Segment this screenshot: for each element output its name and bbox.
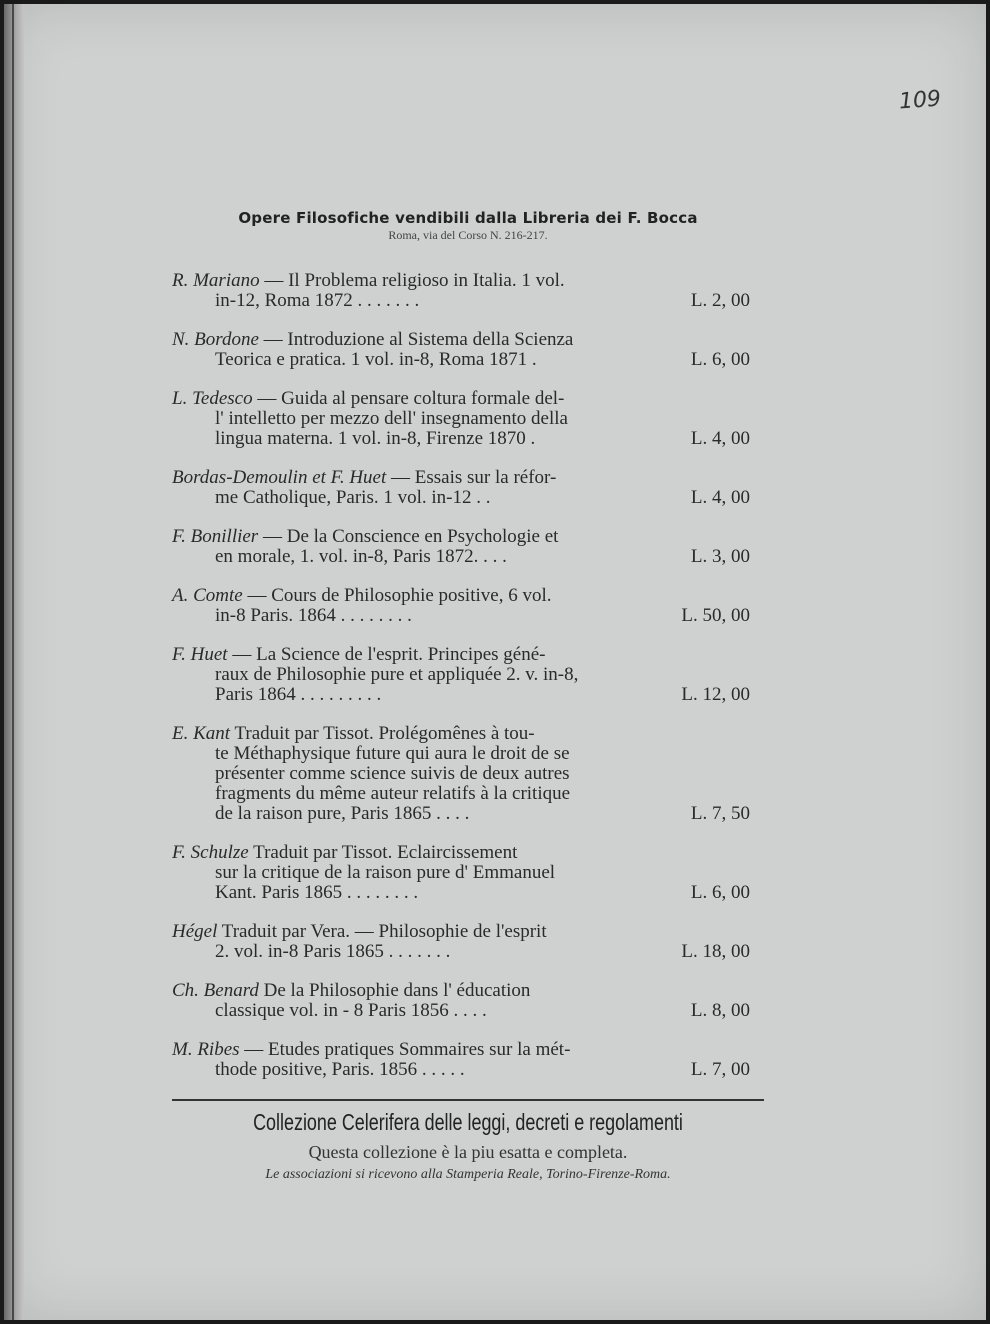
book-entry bbox=[172, 843, 764, 903]
entry-text: in-12, Roma 1872 . . . . . . . bbox=[215, 290, 420, 311]
catalog-title: Opere Filosofiche vendibili dalla Libreria dei F. Bocca bbox=[238, 209, 698, 227]
entry-text: l' intelletto per mezzo dell' insegnamento della bbox=[215, 408, 568, 429]
entry-text: — Cours de Philosophie positive, 6 vol. bbox=[247, 585, 552, 606]
catalog-address: Roma, via del Corso N. 216-217. bbox=[388, 228, 548, 242]
entry-line bbox=[172, 863, 764, 883]
entry-author: Ch. Benard bbox=[172, 980, 259, 1001]
entry-price: L. 6, 00 bbox=[690, 882, 750, 903]
entry-line bbox=[172, 981, 764, 1001]
entry-line bbox=[172, 784, 764, 804]
entry-text: de la raison pure, Paris 1865 . . . . bbox=[215, 803, 470, 824]
entry-text: — La Science de l'esprit. Principes géné- bbox=[232, 644, 546, 665]
entry-text: présenter comme science suivis de deux autres bbox=[215, 763, 570, 784]
collection-title: Collezione Celerifera delle leggi, decreti e regolamenti bbox=[253, 1109, 683, 1135]
entry-text: Traduit par Tissot. Eclaircissement bbox=[253, 842, 518, 863]
book-entry bbox=[172, 1040, 764, 1080]
book-entry bbox=[172, 586, 764, 626]
entry-text: thode positive, Paris. 1856 . . . . . bbox=[215, 1059, 465, 1080]
entry-text: te Méthaphysique future qui aura le droit de se bbox=[215, 743, 570, 764]
entry-price: L. 7, 50 bbox=[690, 803, 750, 824]
entry-text: Traduit par Vera. — Philosophie de l'esprit bbox=[221, 921, 547, 942]
entry-line bbox=[172, 883, 764, 903]
book-entry bbox=[172, 271, 764, 311]
entry-line bbox=[172, 468, 764, 488]
catalog-content bbox=[172, 209, 764, 1183]
entry-line bbox=[172, 586, 764, 606]
book-entry bbox=[172, 330, 764, 370]
entry-price: L. 3, 00 bbox=[690, 546, 750, 567]
entry-price: L. 4, 00 bbox=[690, 487, 750, 508]
entry-line bbox=[172, 843, 764, 863]
entry-price: L. 4, 00 bbox=[690, 428, 750, 449]
entry-price: L. 50, 00 bbox=[681, 605, 750, 626]
entry-text: Traduit par Tissot. Prolégomênes à tou- bbox=[234, 723, 535, 744]
book-entry bbox=[172, 389, 764, 449]
entry-author: F. Bonillier bbox=[172, 526, 259, 547]
collection-note: Le associazioni si ricevono alla Stamperia Reale, Torino-Firenze-Roma. bbox=[265, 1167, 671, 1182]
entry-line bbox=[172, 606, 764, 626]
entry-price: L. 8, 00 bbox=[690, 1000, 750, 1021]
entry-text: Kant. Paris 1865 . . . . . . . . bbox=[215, 882, 419, 903]
entry-line bbox=[172, 1001, 764, 1021]
entry-price: L. 2, 00 bbox=[690, 290, 750, 311]
entry-text: — Il Problema religioso in Italia. 1 vol. bbox=[264, 270, 565, 291]
entry-author: F. Huet bbox=[172, 644, 228, 665]
entry-text: Paris 1864 . . . . . . . . . bbox=[215, 684, 382, 705]
entry-author: Bordas-Demoulin et F. Huet bbox=[172, 467, 387, 488]
entry-text: — Essais sur la réfor- bbox=[391, 467, 557, 488]
entry-text: — Guida al pensare coltura formale del- bbox=[257, 388, 565, 409]
entry-line bbox=[172, 724, 764, 744]
entry-text: — Introduzione al Sistema della Scienza bbox=[263, 329, 574, 350]
entry-line bbox=[172, 922, 764, 942]
entry-line bbox=[172, 1060, 764, 1080]
entry-price: L. 7, 00 bbox=[690, 1059, 750, 1080]
entry-line bbox=[172, 527, 764, 547]
entry-line bbox=[172, 271, 764, 291]
entry-line bbox=[172, 645, 764, 665]
spine-edge bbox=[12, 4, 14, 1320]
entry-line bbox=[172, 1040, 764, 1060]
entry-line bbox=[172, 942, 764, 962]
entry-text: Teorica e pratica. 1 vol. in-8, Roma 1871 . bbox=[215, 349, 537, 370]
entry-author: F. Schulze bbox=[172, 842, 249, 863]
entry-author: Hégel bbox=[172, 921, 218, 942]
entry-author: N. Bordone bbox=[172, 329, 259, 350]
entry-line bbox=[172, 350, 764, 370]
book-entry bbox=[172, 981, 764, 1021]
catalog-page bbox=[4, 4, 986, 1320]
entry-text: sur la critique de la raison pure d' Emmanuel bbox=[215, 862, 556, 883]
entry-line bbox=[172, 330, 764, 350]
entry-author: M. Ribes bbox=[172, 1039, 240, 1060]
entry-line bbox=[172, 665, 764, 685]
entry-price: L. 18, 00 bbox=[681, 941, 750, 962]
entry-line bbox=[172, 744, 764, 764]
entry-text: in-8 Paris. 1864 . . . . . . . . bbox=[215, 605, 412, 626]
entry-text: en morale, 1. vol. in-8, Paris 1872. . . . bbox=[215, 546, 507, 567]
entry-text: lingua materna. 1 vol. in-8, Firenze 1870 . bbox=[215, 428, 536, 449]
book-entry bbox=[172, 724, 764, 824]
entry-text: — Etudes pratiques Sommaires sur la mét- bbox=[244, 1039, 571, 1060]
divider bbox=[172, 1099, 764, 1101]
entry-line bbox=[172, 547, 764, 567]
entry-author: E. Kant bbox=[172, 723, 231, 744]
entry-author: R. Mariano bbox=[172, 270, 260, 291]
book-entry bbox=[172, 468, 764, 508]
entry-line bbox=[172, 291, 764, 311]
entry-text: De la Philosophie dans l' éducation bbox=[263, 980, 531, 1001]
collection-subtitle: Questa collezione è la piu esatta e completa. bbox=[308, 1142, 628, 1162]
entry-line bbox=[172, 685, 764, 705]
book-entry bbox=[172, 645, 764, 705]
entry-text: — De la Conscience en Psychologie et bbox=[262, 526, 559, 547]
entry-line bbox=[172, 429, 764, 449]
entry-author: A. Comte bbox=[172, 585, 243, 606]
book-entry bbox=[172, 922, 764, 962]
entry-line bbox=[172, 804, 764, 824]
book-spine bbox=[4, 4, 24, 1320]
entry-text: me Catholique, Paris. 1 vol. in-12 . . bbox=[215, 487, 491, 508]
entry-text: raux de Philosophie pure et appliquée 2. v. in-8, bbox=[215, 664, 579, 685]
entry-text: classique vol. in - 8 Paris 1856 . . . . bbox=[215, 1000, 487, 1021]
book-entry bbox=[172, 527, 764, 567]
entry-line bbox=[172, 764, 764, 784]
book-list bbox=[172, 271, 764, 1080]
entry-text: 2. vol. in-8 Paris 1865 . . . . . . . bbox=[215, 941, 451, 962]
entry-line bbox=[172, 488, 764, 508]
entry-price: L. 6, 00 bbox=[690, 349, 750, 370]
page-number: 109 bbox=[898, 86, 942, 115]
entry-line bbox=[172, 389, 764, 409]
entry-line bbox=[172, 409, 764, 429]
entry-text: fragments du même auteur relatifs à la critique bbox=[215, 783, 571, 804]
entry-price: L. 12, 00 bbox=[681, 684, 750, 705]
entry-author: L. Tedesco bbox=[172, 388, 253, 409]
